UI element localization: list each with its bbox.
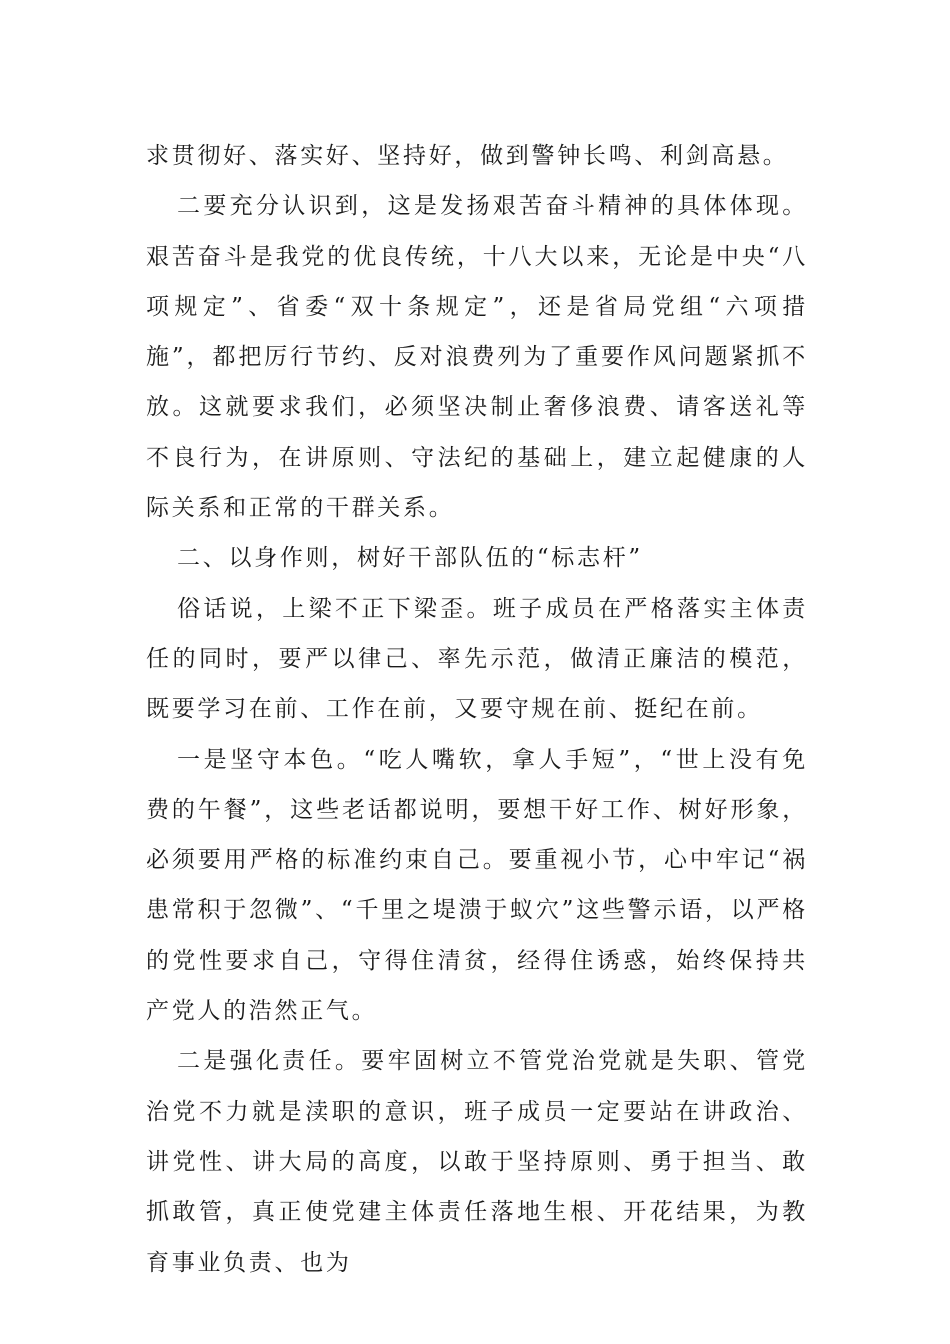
paragraph-keep-integrity: 一是坚守本色。“吃人嘴软，拿人手短”，“世上没有免费的午餐”，这些老话都说明，要想干好工作、树好形象，必须要用严格的标准约束自己。要重视小节，心中牢记“祸患常积于忽微”、“千里之堤溃于蚁穴”这些警示语，以严格的党性要求自己，守得住清贫，经得住诱惑，始终保持共产党人的浩然正气。 xyxy=(146,746,808,1025)
paragraph-hardworking-spirit: 二要充分认识到，这是发扬艰苦奋斗精神的具体体现。艰苦奋斗是我党的优良传统，十八大以来，无论是中央“八项规定”、省委“双十条规定”，还是省局党组“六项措施”，都把厉行节约、反对浪费列为了重要作风问题紧抓不放。这就要求我们，必须坚决制止奢侈浪费、请客送礼等不良行为，在讲原则、守法纪的基础上，建立起健康的人际关系和正常的干群关系。 xyxy=(146,193,808,522)
paragraph-continuation: 求贯彻好、落实好、坚持好，做到警钟长鸣、利剑高悬。 xyxy=(146,143,789,169)
paragraph-strengthen-responsibility: 二是强化责任。要牢固树立不管党治党就是失职、管党治党不力就是渎职的意识，班子成员一定要站在讲政治、讲党性、讲大局的高度，以敢于坚持原则、勇于担当、敢抓敢管，真正使党建主体责任落地生根、开花结果，为教育事业负责、也为 xyxy=(146,1048,808,1276)
document-body xyxy=(146,131,808,1288)
section-heading-lead-by-example: 二、以身作则，树好干部队伍的“标志杆” xyxy=(177,545,643,572)
paragraph-proverb: 俗话说，上梁不正下梁歪。班子成员在严格落实主体责任的同时，要严以律己、率先示范，做清正廉洁的模范，既要学习在前、工作在前，又要守规在前、挺纪在前。 xyxy=(146,595,808,723)
